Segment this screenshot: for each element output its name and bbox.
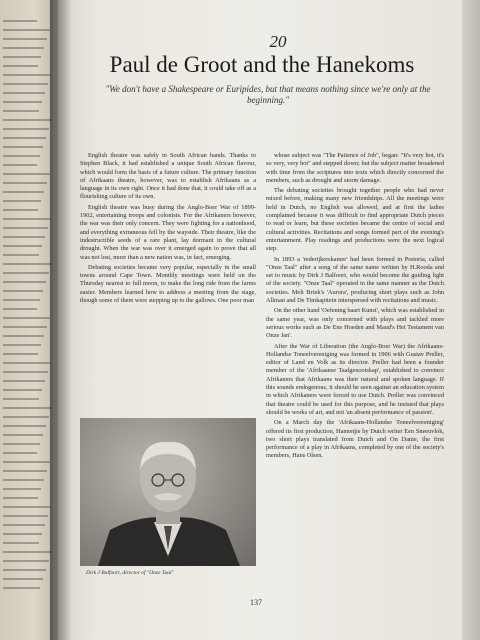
facing-page-text-line	[3, 551, 52, 553]
paragraph: In 1893 a 'rederijkerskamer' had been formed in Pretoria, called "Onze Taal" after a song of the same name written by H.Rooda and set to music by Dirk J Balfoort, who would become the guiding light of the society. "Onze Taal" operated in the same manner as the Dutch societies. Melt Brink's 'Aurora', producing short plays such as John Allman and De Timkapitein interspersed with recitations and music.	[266, 255, 444, 305]
facing-page-text-line	[3, 353, 38, 355]
facing-page-text-line	[3, 587, 40, 589]
facing-page-text-line	[3, 227, 48, 229]
facing-page-text-line	[3, 20, 37, 22]
facing-page-text-line	[3, 47, 44, 49]
left-text-column	[80, 152, 256, 414]
facing-page-text-line	[3, 524, 45, 526]
facing-page-text-line	[3, 164, 37, 166]
facing-page-text-line	[3, 299, 40, 301]
facing-page-text-line	[3, 281, 46, 283]
facing-page-text-line	[3, 83, 48, 85]
facing-page-text-line	[3, 425, 46, 427]
facing-page-text-line	[3, 245, 42, 247]
facing-page-text-line	[3, 407, 52, 409]
right-text-column	[266, 152, 444, 610]
facing-page-text-line	[3, 362, 51, 364]
paragraph: Debating societies became very popular, especially in the small towns around Cape Town. Monthly meetings were held on the Thursday nearest to full moon, to make the long ride from the farms easier. Members learned how to address a meeting from the stage, though some of them were stepping up to the gallows. One poor man	[80, 263, 256, 305]
facing-page-text-line	[3, 119, 52, 121]
chapter-number: 20	[269, 32, 287, 51]
facing-page-text-line	[3, 254, 39, 256]
facing-page-text-line	[3, 389, 42, 391]
paragraph: After the War of Liberation (the Anglo-Boer War) the Afrikaans-Hollandse Toneelvereniging was formed in 1906 with Gustav Preller, editor of Land en Volk as its director. Preller had been a founder member of the 'Afrikaanse Taalgenootskap', established to convince Afrikaners that Afrikaans was their natural and spoken language. If this sounds endogenous, it should be seen against an education system in which Afrikaners were forced to use Dutch. Preller was convinced that theatre could be used for this purpose, and he insisted that plays should be works of art, and not 'an absent performance of passion'.	[266, 342, 444, 416]
facing-page-text-line	[3, 560, 49, 562]
facing-page-text-line	[3, 155, 40, 157]
facing-page-text-line	[3, 200, 41, 202]
book-page	[58, 0, 468, 640]
facing-page-text-line	[3, 398, 39, 400]
facing-page-text-line	[3, 236, 45, 238]
facing-page-text-line	[3, 218, 51, 220]
paragraph: The debating societies brought together people who had never mixed before, making many new friendships. All the meetings were held in Dutch, no English was allowed, and at first the ladies complained because it was difficult to find appropriate Dutch pieces to read or learn, but these societies became the centre of social and cultural activities. Recitations and songs formed part of the evening's entertainment. Play readings and productions were the next logical step.	[266, 187, 444, 253]
facing-page-text-line	[3, 38, 47, 40]
paragraph: English theatre was busy during the Anglo-Boer War of 1899-1902, entertaining troops and colonists. For the Afrikaners however, the war was their only concern. They were fighting for a nationhood, and everything extraneous fell by the wayside. Their theatre, like the indestructible seeds of a rare plant, lay dormant in the cultural drought. When the war was over it emerged again to prove that all was not lost, more than a new nation was, in fact, emerging.	[80, 203, 256, 261]
facing-page-text-line	[3, 92, 45, 94]
facing-page-text-line	[3, 488, 41, 490]
facing-page-text-line	[3, 461, 50, 463]
facing-page-text-line	[3, 173, 50, 175]
facing-page-text-line	[3, 326, 47, 328]
facing-page-text-line	[3, 533, 42, 535]
facing-page-text-line	[3, 263, 52, 265]
facing-page-text-line	[3, 128, 49, 130]
page-number: 137	[250, 598, 262, 607]
facing-page-text-line	[3, 101, 42, 103]
portrait-photo	[80, 418, 256, 566]
facing-page-text-line	[3, 209, 38, 211]
paragraph: On the other hand 'Oefening baart Kunst', which was established in the same year, was only concerned with plays and tackled more serious works such as De Ene Hoeden and Maud's Het Testament van Onze Jan'.	[266, 307, 444, 340]
facing-page-text-line	[3, 146, 43, 148]
facing-page-text-line	[3, 335, 44, 337]
facing-page-text-line	[3, 443, 40, 445]
facing-page-text-line	[3, 308, 37, 310]
facing-page-text-line	[3, 434, 43, 436]
facing-page-text-line	[3, 380, 45, 382]
chapter-epigraph: "We don't have a Shakespeare or Euripides, but that means nothing since we're only at the beginning."	[105, 84, 431, 105]
facing-page-text-line	[3, 74, 51, 76]
paragraph: On a March day the 'Afrikaans-Hollandse Toneelvereeniging' offered its first production, Hannetjie by Dutch writer Een Sneeuvlok, two short plays translated from Dutch and On Danie, the first performance of a play in Afrikaans, completed by one of the society's members, Hans Olsen.	[266, 419, 444, 460]
facing-page-text-line	[3, 317, 50, 319]
facing-page-text-line	[3, 470, 47, 472]
facing-page-text-line	[3, 542, 39, 544]
book-gutter-shadow	[50, 0, 72, 640]
facing-page-text-line	[3, 182, 47, 184]
facing-page-text-line	[3, 65, 38, 67]
facing-page-text-line	[3, 416, 49, 418]
facing-page-text-line	[3, 497, 38, 499]
paragraph: English theatre was safely in South African hands. Thanks to Stephen Black, it had established a unique South African flavour, which would form the basis of a future culture. The primary function of Afrikaans theatre, however, was to establish Afrikaans as a language in its own right. Once it had done that, it could take off as a flourishing culture of its own.	[80, 152, 256, 201]
facing-page-text-line	[3, 578, 43, 580]
facing-page-text-line	[3, 506, 51, 508]
facing-page-text-line	[3, 110, 39, 112]
facing-page-text-line	[3, 191, 44, 193]
chapter-title: Paul de Groot and the Hanekoms	[109, 52, 415, 77]
facing-page-text-line	[3, 56, 41, 58]
paragraph: whose subject was "The Patience of Job", began: "It's very hot, it's so very, very hot" and stepped down; but the subject matter broadened with time from the scriptures into texts which directly concerned the members, such as drought and storm damage.	[266, 152, 444, 184]
right-page-edge	[462, 0, 480, 640]
facing-page-text-line	[3, 515, 48, 517]
facing-page-text-line	[3, 137, 46, 139]
facing-page-text-line	[3, 479, 44, 481]
facing-page-text-line	[3, 272, 49, 274]
facing-page-text-line	[3, 29, 50, 31]
facing-page-text-line	[3, 452, 37, 454]
facing-page-text-line	[3, 344, 41, 346]
facing-page-text-line	[3, 371, 48, 373]
facing-page-text-line	[3, 569, 46, 571]
facing-page-text-line	[3, 290, 43, 292]
photo-caption: Dirk J Balfoort, director of "Onze Taal"	[86, 570, 174, 576]
